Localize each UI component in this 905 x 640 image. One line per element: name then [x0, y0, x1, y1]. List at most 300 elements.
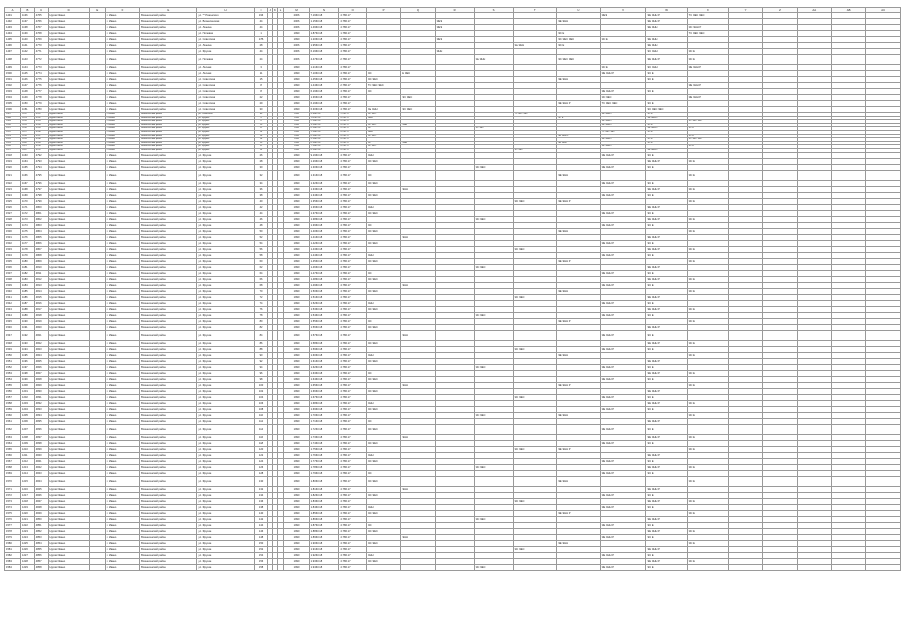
table-cell[interactable]: ТС ЭЕС ЭЕС [366, 83, 400, 89]
table-cell[interactable] [797, 330, 831, 340]
table-cell[interactable]: 1.8863.18 [309, 528, 339, 534]
column-header[interactable]: S [474, 8, 513, 13]
table-cell[interactable]: 1990 [284, 123, 309, 127]
table-cell[interactable]: 1158 [21, 134, 35, 138]
table-cell[interactable]: Нуров Ивано [48, 564, 89, 570]
table-cell[interactable]: г. Ивано [105, 522, 139, 528]
table-cell[interactable]: 1575 [5, 510, 21, 516]
table-cell[interactable]: ЭЕ ЭНН Р [600, 300, 646, 306]
table-cell[interactable]: 1578 [5, 528, 21, 534]
table-cell[interactable]: Нуров Ивано [48, 19, 89, 25]
table-cell[interactable]: 1.4863.18 [309, 276, 339, 282]
table-cell[interactable]: 4.786.17 [339, 412, 366, 418]
table-cell[interactable]: ЭЕ ЭНН [646, 43, 687, 49]
table-cell[interactable] [89, 424, 105, 434]
table-cell[interactable]: ЭС ЭЕС [366, 440, 400, 446]
table-cell[interactable]: 1990 [284, 145, 309, 149]
table-cell[interactable]: ЭС ЭЕС [513, 346, 557, 352]
table-cell[interactable]: 84 [254, 330, 268, 340]
table-cell[interactable]: Эн ЭНН [474, 55, 513, 65]
table-cell[interactable]: 1.5763.18 [309, 330, 339, 340]
table-cell[interactable]: ул. Фрунзе [197, 552, 254, 558]
table-cell[interactable]: Нуров Ивано [48, 516, 89, 522]
table-cell[interactable]: Нуров Ивано [48, 210, 89, 216]
table-cell[interactable]: г. Ивано [105, 198, 139, 204]
table-cell[interactable]: 1.8763.18 [309, 522, 339, 528]
column-header[interactable]: AA [797, 8, 831, 13]
table-cell[interactable]: ЭС Е [646, 346, 687, 352]
table-cell[interactable]: Вознесенский район [140, 130, 197, 134]
table-cell[interactable]: Нуров Ивано [48, 376, 89, 382]
table-cell[interactable]: 1516 [5, 145, 21, 149]
table-cell[interactable]: 1990 [284, 412, 309, 418]
table-cell[interactable]: ЭЕ ЭНН Р [600, 210, 646, 216]
table-cell[interactable]: ул. Фрунзе [197, 141, 254, 145]
table-cell[interactable]: 22 [254, 95, 268, 101]
table-cell[interactable]: 1189 [21, 312, 35, 318]
table-cell[interactable]: 78 [254, 312, 268, 318]
table-cell[interactable]: ТС ЭЕС ЭЕС [513, 113, 557, 117]
table-cell[interactable]: Нуров Ивано [48, 71, 89, 77]
table-cell[interactable]: Вознесенский район [140, 240, 197, 246]
table-cell[interactable]: г. Ивано [105, 152, 139, 158]
table-cell[interactable]: ул. Фрунзе [197, 127, 254, 131]
table-cell[interactable]: 4.786.17 [339, 464, 366, 470]
table-cell[interactable]: 1548 [5, 340, 21, 346]
table-cell[interactable]: 1526 [5, 204, 21, 210]
table-cell[interactable]: ЭС Е [687, 540, 728, 546]
table-cell[interactable]: ЭС Е [687, 340, 728, 346]
table-cell[interactable]: 1.6463.18 [309, 376, 339, 382]
column-header[interactable]: U [557, 8, 601, 13]
table-cell[interactable]: 4.786.17 [339, 394, 366, 400]
table-cell[interactable]: ЭС ЭЕС [401, 107, 435, 113]
table-cell[interactable]: 124 [254, 458, 268, 464]
table-cell[interactable]: 1207 [21, 424, 35, 434]
table-cell[interactable]: ЭС Е [646, 71, 687, 77]
table-cell[interactable]: 1511 [5, 127, 21, 131]
table-cell[interactable]: 4.4763.18 [309, 55, 339, 65]
table-cell[interactable]: 8 [254, 83, 268, 89]
table-cell[interactable]: ЭЕЭ [600, 13, 646, 19]
table-cell[interactable]: 1990 [284, 116, 309, 120]
table-cell[interactable]: 1541 [5, 294, 21, 300]
table-cell[interactable]: Нуров Ивано [48, 113, 89, 117]
table-cell[interactable]: 140 [254, 510, 268, 516]
table-cell[interactable]: 1990 [284, 37, 309, 43]
table-cell[interactable]: ул. Фрунзе [197, 134, 254, 138]
table-cell[interactable]: ул. Фрунзе [197, 440, 254, 446]
table-cell[interactable]: ЭС Е [687, 476, 728, 486]
table-cell[interactable]: г. Ивано [105, 276, 139, 282]
table-cell[interactable]: г. Ивано [105, 148, 139, 152]
table-cell[interactable]: 4795 [34, 170, 48, 180]
table-cell[interactable]: 1508 [5, 116, 21, 120]
table-cell[interactable]: Нуров Ивано [48, 240, 89, 246]
table-cell[interactable]: 4844 [34, 476, 48, 486]
table-cell[interactable] [687, 424, 728, 434]
table-cell[interactable]: 4814 [34, 288, 48, 294]
table-cell[interactable]: Вознесенский район [140, 222, 197, 228]
table-cell[interactable]: Вознесенский район [140, 192, 197, 198]
table-cell[interactable]: ЭЕ ЭНН Р [646, 216, 687, 222]
table-cell[interactable]: 1.6263.18 [309, 364, 339, 370]
table-cell[interactable]: 1582 [5, 552, 21, 558]
table-cell[interactable]: г. Ивано [105, 83, 139, 89]
table-cell[interactable]: 4.786.17 [339, 534, 366, 540]
table-cell[interactable]: ЭС Е [646, 504, 687, 510]
table-cell[interactable] [763, 170, 797, 180]
table-cell[interactable]: 4.786.17 [339, 240, 366, 246]
table-cell[interactable]: ЭЕ ЭНН [557, 170, 601, 180]
table-cell[interactable]: Вознесенский район [140, 540, 197, 546]
table-cell[interactable]: 1990 [284, 558, 309, 564]
table-cell[interactable]: ЭЕ ЭНН Р [646, 264, 687, 270]
table-cell[interactable]: Нуров Ивано [48, 164, 89, 170]
table-cell[interactable]: 4.786.17 [339, 352, 366, 358]
table-cell[interactable]: 1501 [5, 77, 21, 83]
table-cell[interactable]: г. Ивано [105, 101, 139, 107]
table-cell[interactable]: г. Ивано [105, 470, 139, 476]
table-cell[interactable]: ЭС ЭЕС [366, 228, 400, 234]
table-cell[interactable]: ЭС Е [687, 412, 728, 418]
column-header[interactable]: AB [831, 8, 865, 13]
table-cell[interactable]: ЭЕ ЭНН Р [600, 440, 646, 446]
table-cell[interactable]: ЭЕ ЭНН [557, 141, 601, 145]
table-cell[interactable]: 1.8063.18 [309, 476, 339, 486]
table-cell[interactable]: 1152 [21, 113, 35, 117]
table-cell[interactable]: 1990 [284, 77, 309, 83]
table-cell[interactable]: Вознесенский район [140, 528, 197, 534]
table-cell[interactable]: 26 [254, 152, 268, 158]
table-cell[interactable]: Нуров Ивано [48, 546, 89, 552]
table-cell[interactable]: 120 [254, 446, 268, 452]
table-cell[interactable]: 4813 [34, 282, 48, 288]
table-cell[interactable]: ЭЕ ЭНН Р [646, 234, 687, 240]
table-cell[interactable] [557, 330, 601, 340]
table-cell[interactable]: 44 [254, 49, 268, 55]
table-cell[interactable]: 1492 [5, 19, 21, 25]
table-cell[interactable]: ЭС Е [646, 424, 687, 434]
table-cell[interactable]: 1.9263.18 [309, 552, 339, 558]
table-cell[interactable]: ЭЕ ЭНН Р [600, 282, 646, 288]
table-cell[interactable]: 1205 [21, 412, 35, 418]
table-cell[interactable]: 18 [254, 138, 268, 142]
table-cell[interactable]: Нуров Ивано [48, 552, 89, 558]
table-cell[interactable]: Вознесенский район [140, 43, 197, 49]
table-cell[interactable]: 106 [254, 400, 268, 406]
table-cell[interactable]: ЭС ЭЕС [366, 540, 400, 546]
table-cell[interactable]: 74 [254, 300, 268, 306]
table-cell[interactable] [687, 564, 728, 570]
table-cell[interactable]: ЭС Е [687, 464, 728, 470]
table-cell[interactable]: г. Ивано [105, 306, 139, 312]
table-cell[interactable]: Нуров Ивано [48, 228, 89, 234]
table-cell[interactable] [89, 170, 105, 180]
table-cell[interactable]: Вознесенский район [140, 258, 197, 264]
table-cell[interactable]: 28 [254, 43, 268, 49]
table-cell[interactable]: 1.4063.18 [309, 228, 339, 234]
table-cell[interactable]: 4855 [34, 546, 48, 552]
table-cell[interactable]: Вознесенский район [140, 65, 197, 71]
table-cell[interactable]: ЭЕ ЭНН Р [600, 192, 646, 198]
table-cell[interactable]: ЭЕ ЭНН Р [646, 340, 687, 346]
table-cell[interactable]: 1165 [21, 164, 35, 170]
table-cell[interactable]: ЭЕ ЭНН Р [646, 498, 687, 504]
table-cell[interactable]: Вознесенский район [140, 198, 197, 204]
table-cell[interactable]: 4808 [34, 252, 48, 258]
table-cell[interactable]: ул. Фрунзе [197, 388, 254, 394]
table-cell[interactable]: Нуров Ивано [48, 246, 89, 252]
table-cell[interactable]: Вознесенский район [140, 504, 197, 510]
table-cell[interactable] [513, 564, 557, 570]
table-cell[interactable]: Вознесенский район [140, 486, 197, 492]
table-cell[interactable]: 1990 [284, 382, 309, 388]
table-cell[interactable]: 1175 [21, 228, 35, 234]
table-cell[interactable]: 1990 [284, 552, 309, 558]
table-cell[interactable]: 1142 [21, 49, 35, 55]
table-cell[interactable]: 4825 [34, 358, 48, 364]
table-cell[interactable] [435, 330, 474, 340]
table-cell[interactable]: Нуров Ивано [48, 170, 89, 180]
table-cell[interactable]: 1990 [284, 388, 309, 394]
table-cell[interactable]: ЭЕ ЭНН Р [646, 324, 687, 330]
table-cell[interactable]: ЭЕ ЭНН Р [646, 158, 687, 164]
table-cell[interactable]: 4830 [34, 388, 48, 394]
table-cell[interactable]: г. Ивано [105, 258, 139, 264]
column-header[interactable]: Y [728, 8, 762, 13]
table-cell[interactable]: ЭНН [366, 552, 400, 558]
table-cell[interactable]: 1510 [5, 123, 21, 127]
table-cell[interactable]: 1990 [284, 364, 309, 370]
table-cell[interactable]: 1212 [21, 458, 35, 464]
table-cell[interactable]: Вознесенский район [140, 25, 197, 31]
table-cell[interactable]: 2006 [284, 55, 309, 65]
table-cell[interactable]: Нуров Ивано [48, 412, 89, 418]
table-cell[interactable]: ЭЕЭ [435, 19, 474, 25]
table-cell[interactable]: 4799 [34, 198, 48, 204]
table-cell[interactable]: 1191 [21, 324, 35, 330]
column-header[interactable]: V [600, 8, 646, 13]
table-cell[interactable] [797, 476, 831, 486]
table-cell[interactable]: г. Ивано [105, 452, 139, 458]
table-cell[interactable]: ул. Советская [197, 113, 254, 117]
table-cell[interactable]: 1.3263.18 [309, 180, 339, 186]
table-cell[interactable]: 54 [254, 240, 268, 246]
table-cell[interactable]: ЭЕ ЭНН Р [646, 358, 687, 364]
table-cell[interactable]: ЭС Е [646, 152, 687, 158]
table-cell[interactable]: ЭЕ ЭНН Р [600, 145, 646, 149]
table-cell[interactable]: ЭЕ ЭНН Р [600, 312, 646, 318]
table-cell[interactable]: ЭС [366, 418, 400, 424]
table-cell[interactable]: Вознесенский район [140, 123, 197, 127]
column-header[interactable]: R [435, 8, 474, 13]
table-cell[interactable]: ул. Фрунзе [197, 120, 254, 124]
table-cell[interactable]: 4.786.17 [339, 152, 366, 158]
table-cell[interactable]: ЭЕ ЭНН Р [600, 564, 646, 570]
table-cell[interactable]: ул. Фрунзе [197, 276, 254, 282]
table-cell[interactable] [401, 55, 435, 65]
table-cell[interactable]: Нуров Ивано [48, 352, 89, 358]
table-cell[interactable]: г. Ивано [105, 564, 139, 570]
table-cell[interactable]: 1515 [5, 141, 21, 145]
table-cell[interactable] [866, 476, 901, 486]
table-cell[interactable]: 8.1963.18 [309, 148, 339, 152]
table-cell[interactable]: 4820 [34, 324, 48, 330]
table-cell[interactable]: ЭС [366, 222, 400, 228]
table-cell[interactable]: Вознесенский район [140, 134, 197, 138]
table-cell[interactable]: ЭС ЭЕС [474, 464, 513, 470]
table-cell[interactable]: 34 [254, 180, 268, 186]
table-cell[interactable]: 4.786.17 [339, 452, 366, 458]
table-cell[interactable]: Вознесенский район [140, 330, 197, 340]
table-cell[interactable]: 4781 [34, 113, 48, 117]
table-cell[interactable]: Вознесенский район [140, 127, 197, 131]
table-cell[interactable] [728, 170, 762, 180]
table-cell[interactable]: ЭС Е [687, 216, 728, 222]
table-cell[interactable]: ул. Советская [197, 89, 254, 95]
table-cell[interactable] [401, 476, 435, 486]
table-cell[interactable]: 1990 [284, 264, 309, 270]
table-cell[interactable]: 4770 [34, 43, 48, 49]
table-cell[interactable]: ЭЕ ЭНН Р [600, 376, 646, 382]
table-cell[interactable]: ул. Фрунзе [197, 312, 254, 318]
table-cell[interactable]: ЭЕ ЭНН Р [646, 148, 687, 152]
table-cell[interactable]: 1.5463.18 [309, 312, 339, 318]
table-cell[interactable]: Вознесенский район [140, 158, 197, 164]
table-cell[interactable]: 1.4463.18 [309, 252, 339, 258]
table-cell[interactable]: 4821 [34, 330, 48, 340]
table-cell[interactable]: г. Ивано [105, 394, 139, 400]
table-cell[interactable]: Нуров Ивано [48, 49, 89, 55]
table-cell[interactable]: Вознесенский район [140, 418, 197, 424]
table-cell[interactable]: ЭС [366, 141, 400, 145]
table-cell[interactable]: 1203 [21, 400, 35, 406]
table-cell[interactable]: г. Ивано [105, 440, 139, 446]
table-cell[interactable]: ул. Фрунзе [197, 222, 254, 228]
table-cell[interactable]: 4771 [34, 49, 48, 55]
table-cell[interactable]: г. Ивано [105, 294, 139, 300]
table-cell[interactable]: 1990 [284, 158, 309, 164]
table-cell[interactable]: 1.5363.18 [309, 306, 339, 312]
table-cell[interactable]: 44 [254, 210, 268, 216]
table-cell[interactable]: ЭС Е [687, 288, 728, 294]
table-cell[interactable]: 1141 [21, 43, 35, 49]
table-cell[interactable]: ЭС Е [687, 145, 728, 149]
column-header[interactable]: C [34, 8, 48, 13]
table-cell[interactable]: Нуров Ивано [48, 288, 89, 294]
table-cell[interactable]: ЭЕ ЭНН [646, 25, 687, 31]
table-cell[interactable]: ЭС Е [687, 198, 728, 204]
table-cell[interactable]: 1.8663.18 [309, 516, 339, 522]
table-cell[interactable]: 7.1963.18 [309, 145, 339, 149]
table-cell[interactable]: 1534 [5, 252, 21, 258]
table-cell[interactable]: 64 [254, 270, 268, 276]
table-cell[interactable]: Нуров Ивано [48, 434, 89, 440]
table-cell[interactable]: 4823 [34, 346, 48, 352]
table-cell[interactable]: Нуров Ивано [48, 192, 89, 198]
table-cell[interactable]: 1564 [5, 440, 21, 446]
table-cell[interactable]: Вознесенский район [140, 148, 197, 152]
table-cell[interactable]: ЭЕ ЭНН Р [600, 123, 646, 127]
table-cell[interactable]: 1990 [284, 120, 309, 124]
table-cell[interactable]: ЭНН [366, 130, 400, 134]
table-cell[interactable]: ул. Советская [197, 107, 254, 113]
table-cell[interactable]: 6.1963.18 [309, 134, 339, 138]
table-cell[interactable]: 1.7263.18 [309, 424, 339, 434]
table-cell[interactable]: ЭЕ ЭНН Р [600, 222, 646, 228]
table-cell[interactable]: 4.786.17 [339, 358, 366, 364]
table-cell[interactable]: Вознесенский район [140, 294, 197, 300]
table-cell[interactable]: 1.3663.18 [309, 204, 339, 210]
table-cell[interactable]: ЭЕ ЭНН Р [600, 406, 646, 412]
table-cell[interactable]: 1.9563.18 [309, 43, 339, 49]
table-cell[interactable]: ЭЕ ЭНН Р [646, 464, 687, 470]
table-cell[interactable]: ЭС ЭЕС [513, 198, 557, 204]
table-cell[interactable]: г. Ивано [105, 446, 139, 452]
table-cell[interactable]: 1218 [21, 498, 35, 504]
table-cell[interactable]: 1544 [5, 312, 21, 318]
table-cell[interactable]: 4846 [34, 492, 48, 498]
table-cell[interactable]: 4.786.17 [339, 37, 366, 43]
table-cell[interactable]: ул. Фрунзе [197, 324, 254, 330]
table-cell[interactable]: 1210 [21, 446, 35, 452]
table-cell[interactable]: 4.786.17 [339, 522, 366, 528]
table-cell[interactable]: 1.1963.18 [309, 130, 339, 134]
table-cell[interactable]: ЭС Е [646, 222, 687, 228]
table-cell[interactable]: ЭС ЭЕС [366, 324, 400, 330]
table-cell[interactable]: ЭС ЭЕС [366, 77, 400, 83]
table-cell[interactable] [797, 55, 831, 65]
table-cell[interactable]: ул. Ленина [197, 25, 254, 31]
table-cell[interactable]: 1990 [284, 492, 309, 498]
table-cell[interactable]: 86 [254, 340, 268, 346]
table-cell[interactable]: Нуров Ивано [48, 476, 89, 486]
table-cell[interactable]: 1990 [284, 204, 309, 210]
table-cell[interactable]: 1990 [284, 234, 309, 240]
table-cell[interactable]: 114 [254, 424, 268, 434]
table-cell[interactable]: г. Ивано [105, 186, 139, 192]
table-cell[interactable]: 1990 [284, 418, 309, 424]
table-cell[interactable]: ЭС ЭЕС [474, 364, 513, 370]
table-cell[interactable]: Нуров Ивано [48, 400, 89, 406]
table-cell[interactable]: 1568 [5, 464, 21, 470]
table-cell[interactable]: 4784 [34, 123, 48, 127]
table-cell[interactable]: 4.786.17 [339, 546, 366, 552]
table-cell[interactable]: г. Ивано [105, 55, 139, 65]
table-cell[interactable]: г. Ивано [105, 180, 139, 186]
table-cell[interactable]: 1990 [284, 504, 309, 510]
table-cell[interactable]: 4.786.17 [339, 312, 366, 318]
table-cell[interactable]: 66 [254, 276, 268, 282]
table-cell[interactable]: 4822 [34, 340, 48, 346]
table-cell[interactable]: Нуров Ивано [48, 198, 89, 204]
table-cell[interactable]: ЭЕ ЭНН Р [600, 270, 646, 276]
table-cell[interactable]: 1155 [21, 123, 35, 127]
table-cell[interactable]: 1990 [284, 141, 309, 145]
table-cell[interactable]: 1.4663.18 [309, 264, 339, 270]
table-cell[interactable]: Нуров Ивано [48, 452, 89, 458]
table-cell[interactable]: Нуров Ивано [48, 252, 89, 258]
table-cell[interactable]: ЭС Е [687, 434, 728, 440]
table-cell[interactable]: 70 [254, 288, 268, 294]
table-cell[interactable]: 1990 [284, 516, 309, 522]
table-cell[interactable]: г. Ивано [105, 476, 139, 486]
table-cell[interactable] [277, 564, 284, 570]
table-cell[interactable]: 1213 [21, 464, 35, 470]
table-cell[interactable]: ул. Фрунзе [197, 382, 254, 388]
table-cell[interactable]: 1990 [284, 71, 309, 77]
